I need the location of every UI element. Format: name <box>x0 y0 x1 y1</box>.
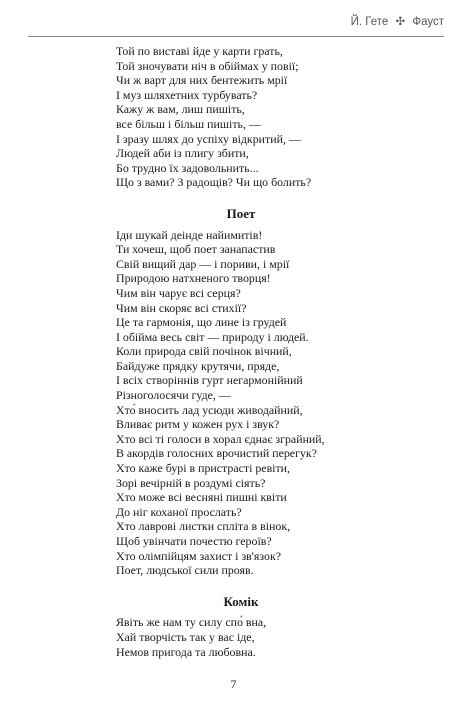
verse-line: Бо трудно їх задовольнить... <box>116 160 259 175</box>
verse-line: Це та гармонія, що лине із грудей <box>116 315 287 330</box>
verse-line: Чим він скоряє всі стихії? <box>116 300 247 315</box>
running-header <box>28 14 444 28</box>
verse-line: Хто каже бурі в пристрасті ревіти, <box>116 461 291 476</box>
verse-line: Хто́ вносить лад усюди живодайний, <box>116 402 303 417</box>
page-number: 7 <box>230 677 237 691</box>
verse-line: Коли природа свій почінок вічний, <box>116 344 292 359</box>
header-rule <box>28 36 444 37</box>
header-separator-icon: ✣ <box>395 16 406 28</box>
verse-line: Свій вищий дар — і пориви, і мрії <box>116 256 290 271</box>
verse-line: І зразу шлях до успіху відкритий, — <box>116 131 301 146</box>
verse-line: Кажу ж вам, лиш пишіть, <box>116 102 245 117</box>
header-title: Фауст <box>412 16 444 28</box>
verse-line: Чим він чарує всі серця? <box>116 285 241 300</box>
verse-line: Ти хочеш, щоб поет занапастив <box>116 242 276 257</box>
verse-line: І всіх створіннів гурт негармонійний <box>116 373 303 388</box>
page-content <box>116 44 436 659</box>
verse-line: Хто всі ті голоси в хорал єднає зграйний, <box>116 431 325 446</box>
stanza-2 <box>116 228 436 578</box>
verse-line: Вливає ритм у кожен рух і звук? <box>116 417 280 432</box>
verse-line: В акордів голосних врочистий перегук? <box>116 446 317 461</box>
verse-line: Людей аби із плигу збити, <box>116 146 249 161</box>
verse-line: Немов пригода та любовна. <box>116 644 256 659</box>
verse-line: все більш і більш пишіть, — <box>116 116 261 131</box>
verse-line: Хто лаврові листки спліта в вінок, <box>116 519 291 534</box>
verse-line: Іди шукай деінде найимитів! <box>116 227 263 242</box>
verse-line: Поет, людської сили прояв. <box>116 563 254 578</box>
verse-line: Хай творчість так у вас іде, <box>116 629 255 644</box>
verse-line: Той по виставі йде у карти грать, <box>116 44 283 58</box>
verse-line: Щоб увінчати почестю героїв? <box>116 534 272 548</box>
speaker-comic: Комік <box>223 593 259 609</box>
verse-line: Природою натхненого творця! <box>116 271 271 286</box>
speaker-poet: Поет <box>226 205 256 221</box>
verse-line: Байдуже прядку крутячи, пряде, <box>116 358 280 373</box>
verse-line: Різноголосячи гуде, — <box>116 388 231 403</box>
verse-line: І обійма весь світ — природу і людей. <box>116 329 309 344</box>
verse-line: Явіть же нам ту силу спо́ вна, <box>116 615 267 630</box>
verse-line: Зорі вечірній в роздумі сіять? <box>116 475 266 490</box>
verse-line: Хто може всі весняні пишні квіти <box>116 490 287 505</box>
verse-line: І муз шляхетних турбувать? <box>116 87 258 102</box>
verse-line: Той зночувати ніч в обіймах у повії; <box>116 58 299 73</box>
stanza-3 <box>116 615 436 659</box>
stanza-1 <box>116 44 436 190</box>
header-author: Й. Гете <box>350 16 389 28</box>
verse-line: До ніг коханої прослать? <box>116 504 242 519</box>
verse-line: Хто олімпійцям захист і зв'язок? <box>116 548 282 563</box>
verse-line: Що з вами? З радощів? Чи що болить? <box>116 175 312 190</box>
verse-line: Чи ж варт для них бентежить мрії <box>116 73 288 88</box>
